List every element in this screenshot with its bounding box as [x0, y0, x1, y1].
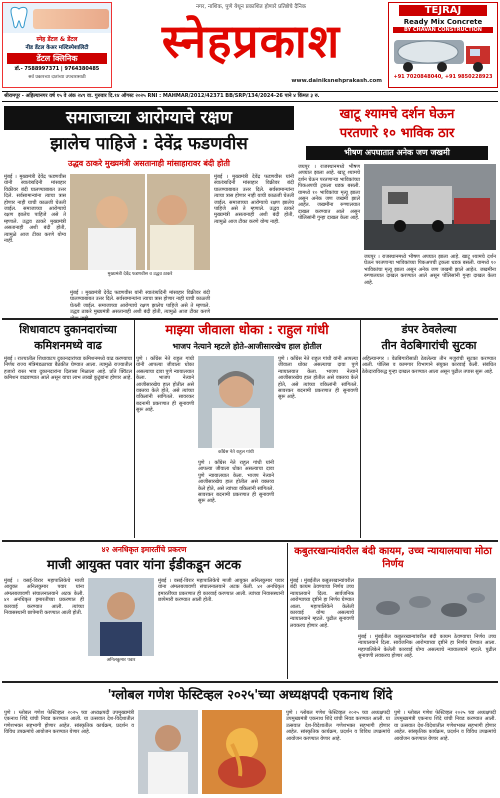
- rahul-body-2: पुणे । काँग्रेस नेते राहुल गांधी यांनी आपल्या जीवाला धोका असल्याचा दावा पुणे न्यायालयात केला. भाजप नेत्याने आजीसारखेच हाल होतील असे वक्तव्य केले होते, असे त्यांच्या वकिलांनी सांगितले. सावरकर बदनामी प्रकरणात ही सुनावणी सुरू आहे.: [278, 356, 358, 401]
- masthead-website[interactable]: www.dainiksnehprakash.com: [291, 78, 382, 84]
- lead-body-2: मुंबई । मुख्यमंत्री देवेंद्र फडणवीस यांनी स्वातंत्र्यदिनी मांसाहार विक्रीवर बंदी घालण्याबाबत उत्तर दिले. सर्वसामान्यांना त्याचा त्रास होणार नाही याची काळजी घेतली जाईल. समाजाच्या आरोग्याचे रक्षण झालेच पाहिजे असे ते म्हणाले. उद्धव ठाकरे मुख्यमंत्री असतानाही अशी बंदी होती, त्यामुळे आज टीका करणे योग्य नाही.: [214, 174, 294, 225]
- rahul-body: पुणे । काँग्रेस नेते राहुल गांधी यांनी आपल्या जीवाला धोका असल्याचा दावा पुणे न्यायालयात केला. भाजप नेत्याने आजीसारखेच हाल होतील असे वक्तव्य केले होते, असे त्यांच्या वकिलांनी सांगितले. सावरकर बदनामी प्रकरणात ही सुनावणी सुरू आहे.: [136, 356, 194, 414]
- dumper-body: अहिल्यानगर । वेठबिगारीसाठी ठेवलेल्या तीन मजुरांची सुटका करण्यात आली. पोलिस व कामगार विभागाने संयुक्त कारवाई केली. संबंधित ठेकेदाराविरुद्ध गुन्हा दाखल करण्यात आला असून पुढील तपास सुरू आहे.: [362, 356, 496, 375]
- rahul-photo: [198, 356, 274, 448]
- ganesh-body: पुणे । ग्लोबल गणेश फेस्टिव्हल २०२५ च्या अध्यक्षपदी उपमुख्यमंत्री एकनाथ शिंदे यांची निवड करण्यात आली. या उत्सवात देश-विदेशातील गणेशभक्त सहभागी होणार आहेत. सांस्कृतिक कार्यक्रम, प्रदर्शन व विविध उपक्रमांचे आयोजन करण्यात येणार आहे.: [4, 710, 134, 736]
- pawar-kicker: ४२ अनधिकृत इमारतींचे प्रकरण: [101, 545, 187, 554]
- rahul-headline: माझ्या जीवाला धोका : राहुल गांधी: [165, 323, 329, 338]
- ganesh-idol-photo: [202, 710, 282, 794]
- rahul-gandhi-photo: [198, 356, 274, 448]
- shiva-headline-1: शिधावाटप दुकानदारांच्या: [19, 323, 117, 336]
- kabutar-headline: कबुतरखान्यांवरील बंदी कायम, उच्च न्यायालयाचा मोठा निर्णय: [294, 546, 492, 570]
- lead-caption: मुख्यमंत्री देवेंद्र फडणवीस व उद्धव ठाकरे: [107, 272, 173, 277]
- kabutar-photo: [358, 578, 496, 630]
- pawar-caption: अनिलकुमार पवार: [106, 658, 136, 663]
- ad-dental-line3: डेंटल क्लिनिक: [7, 53, 107, 64]
- tooth-icon: [7, 6, 31, 30]
- ganesh-body-2: पुणे । ग्लोबल गणेश फेस्टिव्हल २०२५ च्या अध्यक्षपदी उपमुख्यमंत्री एकनाथ शिंदे यांची निवड करण्यात आली. या उत्सवात देश-विदेशातील गणेशभक्त सहभागी होणार आहेत. सांस्कृतिक कार्यक्रम, प्रदर्शन व विविध उपक्रमांचे आयोजन करण्यात येणार आहे.: [286, 710, 390, 742]
- lead-photo: [70, 174, 210, 270]
- dumper-headline-2: तीन वेठबिगारांची सुटका: [381, 339, 477, 352]
- khatu-subhead: भीषण अपघातात अनेक जण जखमी: [306, 146, 488, 160]
- smile-photo: [33, 9, 109, 29]
- ganesh-photo-crowd: [202, 710, 282, 794]
- shiva-body: मुंबई । राज्यातील शिधावाटप दुकानदारांच्या कमिशनमध्ये वाढ करण्याचा निर्णय राज्य मंत्रिमंडळाच्या बैठकीत घेण्यात आला. त्यामुळे राज्यातील हजारो रास्त भाव दुकानदारांना दिलासा मिळाला आहे. प्रति क्विंटल कमिशन वाढवण्यात आले असून याचा लाभ लाखो कुटुंबांना होणार आहे.: [4, 356, 132, 382]
- khatu-headline-2: परतणारे १० भाविक ठार: [339, 126, 455, 141]
- lead-body: मुंबई । मुख्यमंत्री देवेंद्र फडणवीस यांनी स्वातंत्र्यदिनी मांसाहार विक्रीवर बंदी घालण्याबाबत उत्तर दिले. सर्वसामान्यांना त्याचा त्रास होणार नाही याची काळजी घेतली जाईल. समाजाच्या आरोग्याचे रक्षण झालेच पाहिजे असे ते म्हणाले. उद्धव ठाकरे मुख्यमंत्री असतानाही अशी बंदी होती, त्यामुळे आज टीका करणे योग्य नाही.: [4, 174, 66, 245]
- pigeons-photo: [358, 578, 496, 630]
- ganesh-headline: 'ग्लोबल गणेश फेस्टिव्हल २०२५'च्या अध्यक्षपदी एकनाथ शिंदे: [107, 688, 393, 703]
- ad-dental-body: सर्व प्रकारच्या दातांच्या उपचारासाठी: [28, 75, 86, 80]
- pawar-headline: माजी आयुक्त पवार यांना ईडीकडून अटक: [46, 558, 242, 573]
- ad-tejraj-product: Ready Mix Concrete: [403, 18, 483, 26]
- ad-tejraj-phone: +91 7020848040, +91 9850228923: [393, 74, 493, 80]
- pawar-body: मुंबई । वसई-विरार महापालिकेचे माजी आयुक्त अनिलकुमार पवार यांना अंमलबजावणी संचालनालयाने अटक केली. ४२ अनधिकृत इमारतींच्या प्रकरणात ही कारवाई करण्यात आली. त्यांच्या निवासस्थानी छापेमारी करण्यात आली होती.: [4, 578, 84, 617]
- ganesh-photo-shinde: [138, 710, 198, 794]
- shiva-headline-2: कमिशनमध्ये वाढ: [34, 339, 102, 352]
- dumper-headline-1: डंपर ठेवलेल्या: [401, 323, 457, 336]
- masthead-tagline: नगर, नाशिक, पुणे येथून प्रकाशित होणारे प्रतिष्ठेचे दैनिक: [196, 4, 306, 10]
- lead-subhead: उद्धव ठाकरे मुख्यमंत्री असतानाही मांसाहारावर बंदी होती: [68, 159, 230, 168]
- ganesh-body-3: पुणे । ग्लोबल गणेश फेस्टिव्हल २०२५ च्या अध्यक्षपदी उपमुख्यमंत्री एकनाथ शिंदे यांची निवड करण्यात आली. या उत्सवात देश-विदेशातील गणेशभक्त सहभागी होणार आहेत. सांस्कृतिक कार्यक्रम, प्रदर्शन व विविध उपक्रमांचे आयोजन करण्यात येणार आहे.: [394, 710, 496, 742]
- rahul-subhead: भाजप नेत्याने म्हटले होते-आजीसारखेच हाल होतील: [172, 342, 322, 351]
- anilkumar-pawar-photo: [88, 578, 154, 656]
- ad-dental-line1: स्नेह डेंटल & डेंटल: [36, 36, 78, 43]
- khatu-photo: [364, 164, 496, 250]
- dateline-text: श्रीरामपूर - अहिल्यानगर वर्ष १५ वे अंक २४९ वा. गुरुवार दि.१४ ऑगस्ट २०२५ RNI : MAHMAR/2012/42371 BB/SRP/134/2024-26 पाने ४ किंमत ३ रु.: [4, 93, 320, 99]
- concrete-truck-icon: [390, 34, 496, 74]
- rahul-caption: काँग्रेस नेते राहुल गांधी: [218, 450, 254, 455]
- ad-dental-phone: डॉ.- 7588997371 | 9764380485: [14, 66, 100, 72]
- pawar-body-2: मुंबई । वसई-विरार महापालिकेचे माजी आयुक्त अनिलकुमार पवार यांना अंमलबजावणी संचालनालयाने अटक केली. ४२ अनधिकृत इमारतींच्या प्रकरणात ही कारवाई करण्यात आली. त्यांच्या निवासस्थानी छापेमारी करण्यात आली होती.: [158, 578, 284, 604]
- ad-dental[interactable]: [2, 2, 112, 88]
- rahul-body-3: पुणे । काँग्रेस नेते राहुल गांधी यांनी आपल्या जीवाला धोका असल्याचा दावा पुणे न्यायालयात केला. भाजप नेत्याने आजीसारखेच हाल होतील असे वक्तव्य केले होते, असे त्यांच्या वकिलांनी सांगितले. सावरकर बदनामी प्रकरणात ही सुनावणी सुरू आहे.: [198, 460, 274, 505]
- masthead-title: स्नेहप्रकाश: [161, 14, 341, 68]
- ad-tejraj-by: BY CHAVAN CONSTRUCTION: [393, 27, 493, 33]
- lead-headline-2: झालेच पाहिजे : देवेंद्र फडणवीस: [50, 134, 248, 154]
- kabutar-body-2: मुंबई । मुंबईतील कबुतरखान्यांवरील बंदी कायम ठेवण्याचा निर्णय उच्च न्यायालयाने दिला. सार्वजनिक आरोग्याच्या दृष्टीने हा निर्णय घेण्यात आला. महापालिकेने केलेली कारवाई योग्य असल्याचे न्यायालयाने म्हटले. पुढील सुनावणी लवकरच होणार आहे.: [358, 634, 496, 660]
- khatu-body-2: जयपूर । राजस्थानमध्ये भीषण अपघात झाला आहे. खाटू श्यामचे दर्शन घेऊन परतणाऱ्या भाविकांच्या पिकअपची ट्रकला धडक बसली. यामध्ये १० भाविकांचा मृत्यू झाला असून अनेक जण जखमी झाले आहेत. जखमींना रुग्णालयात दाखल करण्यात आले असून पोलिसांनी गुन्हा दाखल केला आहे.: [364, 254, 496, 286]
- ad-dental-line2: नीड डेंटल केअर मल्टिस्पेशालिटी: [25, 45, 89, 51]
- lead-headline-1: समाजाच्या आरोग्याचे रक्षण: [4, 106, 294, 130]
- lead-body-3: मुंबई । मुख्यमंत्री देवेंद्र फडणवीस यांनी स्वातंत्र्यदिनी मांसाहार विक्रीवर बंदी घालण्याबाबत उत्तर दिले. सर्वसामान्यांना त्याचा त्रास होणार नाही याची काळजी घेतली जाईल. समाजाच्या आरोग्याचे रक्षण झालेच पाहिजे असे ते म्हणाले. उद्धव ठाकरे मुख्यमंत्री असतानाही अशी बंदी होती, त्यामुळे आज टीका करणे: [70, 290, 210, 316]
- accident-photo: [364, 164, 496, 250]
- kabutar-body: मुंबई । मुंबईतील कबुतरखान्यांवरील बंदी कायम ठेवण्याचा निर्णय उच्च न्यायालयाने दिला. सार्वजनिक आरोग्याच्या दृष्टीने हा निर्णय घेण्यात आला. महापालिकेने केलेली कारवाई योग्य असल्याचे न्यायालयाने म्हटले. पुढील सुनावणी लवकरच होणार आहे.: [290, 578, 354, 629]
- ad-tejraj-brand: TEJRAJ: [399, 5, 487, 16]
- pawar-photo: [88, 578, 154, 656]
- dateline-bar: [2, 91, 498, 102]
- fadnavis-thackeray-photo: [70, 174, 210, 270]
- ad-tejraj[interactable]: [388, 2, 498, 88]
- khatu-headline-1: खाटू श्यामचे दर्शन घेऊन: [339, 107, 455, 122]
- khatu-body: जयपूर । राजस्थानमध्ये भीषण अपघात झाला आहे. खाटू श्यामचे दर्शन घेऊन परतणाऱ्या भाविकांच्या पिकअपची ट्रकला धडक बसली. यामध्ये १० भाविकांचा मृत्यू झाला असून अनेक जण जखमी झाले आहेत. जखमींना रुग्णालयात दाखल करण्यात आले असून पोलिसांनी गुन्हा दाखल केला आहे.: [298, 164, 360, 222]
- eknath-shinde-photo: [138, 710, 198, 794]
